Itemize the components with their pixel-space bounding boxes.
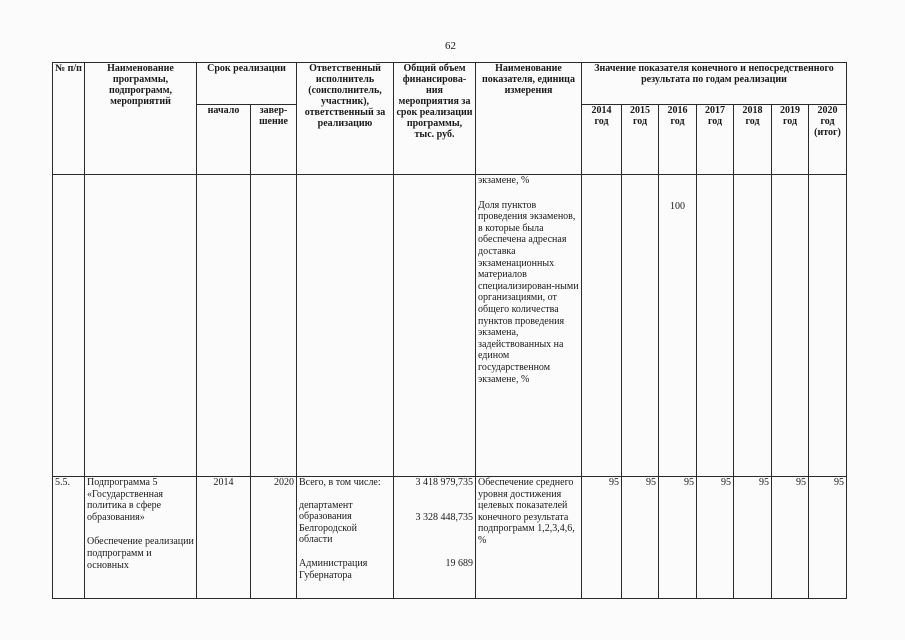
subprogram-activity: Обеспечение реализации подпрограмм и основных [87,536,194,571]
value-cell: 95 [582,477,622,599]
indicator-cell [476,175,582,477]
program-name-cell [85,477,197,599]
responsible-administration: Администрация Губернатора [299,557,368,581]
header-indicator: Наименование показателя, единица измерения [476,63,582,175]
responsible-total: Всего, в том числе: [299,477,381,488]
responsible-cell [297,477,394,599]
subprogram-title: Подпрограмма 5 «Государственная политика в сфере образования» [87,477,164,523]
header-name: Наименование программы, подпрограмм, мероприятий [85,63,197,175]
header-values-group: Значение показателя конечного и непосредственного результата по годам реализации [582,63,847,105]
header-year-2018: 2018 год [734,105,772,175]
table-row-5-5 [53,477,847,599]
responsible-department: департамент образования Белгородской области [299,499,357,546]
indicator-tail: экзамене, % [478,175,530,186]
indicator-exam-delivery: Доля пунктов проведения экзаменов, в которые была обеспечена адресная доставка экзаменационных материалов специализирован-ными организациями, от общего количества пунктов проведения экзамена, задействованных на едином государственном экзамене, % [478,199,579,385]
header-term-start: начало [197,105,251,175]
header-year-2017: 2017 год [697,105,734,175]
header-num: № п/п [53,63,85,175]
header-year-2020: 2020 год (итог) [809,105,847,175]
indicator-average: Обеспечение среднего уровня достижения целевых показателей конечного результата подпрограмм 1,2,3,4,6, % [476,477,582,599]
header-funding: Общий объем финансирова-ния мероприятия за срок реализации программы, тыс. руб. [394,63,476,175]
program-table [52,62,847,599]
value-cell: 95 [809,477,847,599]
funding-cell [394,477,476,599]
term-end: 2020 [251,477,297,599]
value-cell: 95 [734,477,772,599]
funding-administration: 19 689 [445,558,473,570]
term-start: 2014 [197,477,251,599]
header-year-2016: 2016 год [659,105,697,175]
header-responsible: Ответственный исполнитель (соисполнитель, участник), ответственный за реализацию [297,63,394,175]
header-term-end: завер-шение [251,105,297,175]
header-year-2019: 2019 год [772,105,809,175]
header-year-2014: 2014 год [582,105,622,175]
value-cell: 95 [697,477,734,599]
page-number: 62 [445,40,456,52]
value-2016: 100 [670,201,685,212]
funding-total: 3 418 979,735 [415,477,473,488]
header-year-2015: 2015 год [622,105,659,175]
row-num: 5.5. [53,477,85,599]
value-cell: 95 [622,477,659,599]
value-cell: 95 [659,477,697,599]
value-cell: 95 [772,477,809,599]
funding-department: 3 328 448,735 [415,511,473,523]
table-row-continued [53,175,847,477]
header-term: Срок реализации [197,63,297,105]
